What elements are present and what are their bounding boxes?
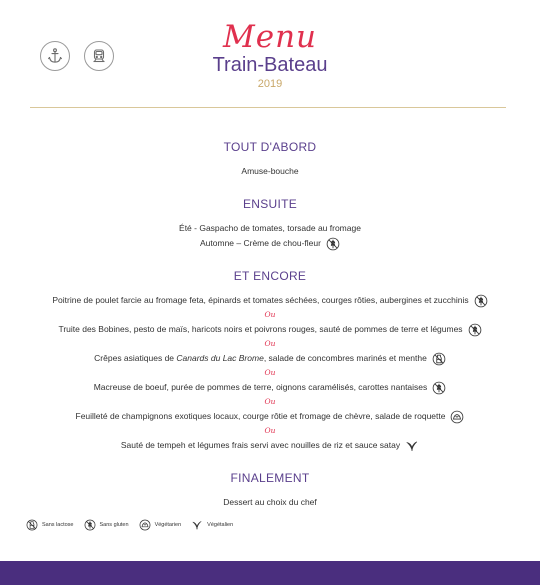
section-title: FINALEMENT [230, 471, 310, 485]
menu-title-block [160, 19, 380, 90]
menu-item-text: Feuilleté de champignons exotiques locaux, courge rôtie et fromage de chèvre, salade de roquette [75, 411, 446, 421]
anchor-icon [40, 41, 70, 71]
menu-year: 2019 [257, 78, 283, 90]
menu-item [0, 164, 540, 179]
or-separator: Ou [264, 368, 276, 377]
no-lactose-icon [432, 352, 446, 366]
menu-item-text: Truite des Bobines, pesto de maïs, haricots noirs et poivrons rouges, sauté de pommes de terre et légumes [58, 324, 463, 334]
menu-item [0, 221, 540, 236]
or-separator: Ou [264, 426, 276, 435]
menu-item [0, 438, 540, 453]
footer-bar [0, 561, 540, 585]
legend-label: Sans gluten [99, 522, 129, 528]
menu-section [0, 269, 540, 453]
section-title: ET ENCORE [233, 269, 307, 283]
menu-item [0, 409, 540, 424]
header-divider [30, 107, 506, 108]
legend-label: Végétalien [207, 522, 234, 528]
diet-legend [26, 519, 239, 531]
menu-item [0, 351, 540, 366]
vegan-icon [191, 519, 203, 531]
no-gluten-icon [474, 294, 488, 308]
menu-content [0, 140, 540, 528]
no-gluten-icon [326, 237, 340, 251]
no-lactose-icon [26, 519, 38, 531]
or-separator: Ou [264, 310, 276, 319]
menu-item-text: Dessert au choix du chef [223, 497, 317, 507]
menu-item-text-part: , salade de concombres marinés et menthe [263, 353, 427, 363]
menu-item-text-part: Crêpes asiatiques de [94, 353, 177, 363]
train-icon [84, 41, 114, 71]
menu-section [0, 140, 540, 179]
no-gluten-icon [432, 381, 446, 395]
menu-item-text: Automne – Crème de chou-fleur [200, 238, 321, 248]
menu-item-text: Amuse-bouche [241, 166, 299, 176]
menu-section [0, 471, 540, 510]
menu-item-text: Macreuse de boeuf, purée de pommes de terre, oignons caramélisés, carottes nantaises [93, 382, 428, 392]
menu-item-text: Été - Gaspacho de tomates, torsade au fromage [179, 223, 361, 233]
menu-item-producer: Canards du Lac Brome [176, 353, 264, 363]
menu-item-text [94, 351, 427, 366]
legend-label: Végétarien [154, 522, 182, 528]
or-separator: Ou [264, 397, 276, 406]
vegetarian-icon [139, 519, 151, 531]
no-gluten-icon [84, 519, 96, 531]
section-title: ENSUITE [242, 197, 298, 211]
no-gluten-icon [468, 323, 482, 337]
legend-label: Sans lactose [42, 522, 74, 528]
menu-item [0, 495, 540, 510]
menu-item [0, 236, 540, 251]
or-separator: Ou [264, 339, 276, 348]
menu-item-text: Sauté de tempeh et légumes frais servi avec nouilles de riz et sauce satay [120, 440, 401, 450]
menu-item [0, 322, 540, 337]
vegetarian-icon [450, 410, 464, 424]
section-title: TOUT D'ABORD [223, 140, 317, 154]
menu-title: Menu [222, 19, 318, 55]
menu-item [0, 293, 540, 308]
vegan-icon [405, 439, 419, 453]
menu-section [0, 197, 540, 251]
menu-item [0, 380, 540, 395]
header-logos [40, 41, 114, 71]
menu-subtitle: Train-Bateau [212, 54, 328, 76]
menu-item-text: Poitrine de poulet farcie au fromage feta, épinards et tomates séchées, courges rôties, aubergines et zucchinis [52, 295, 469, 305]
